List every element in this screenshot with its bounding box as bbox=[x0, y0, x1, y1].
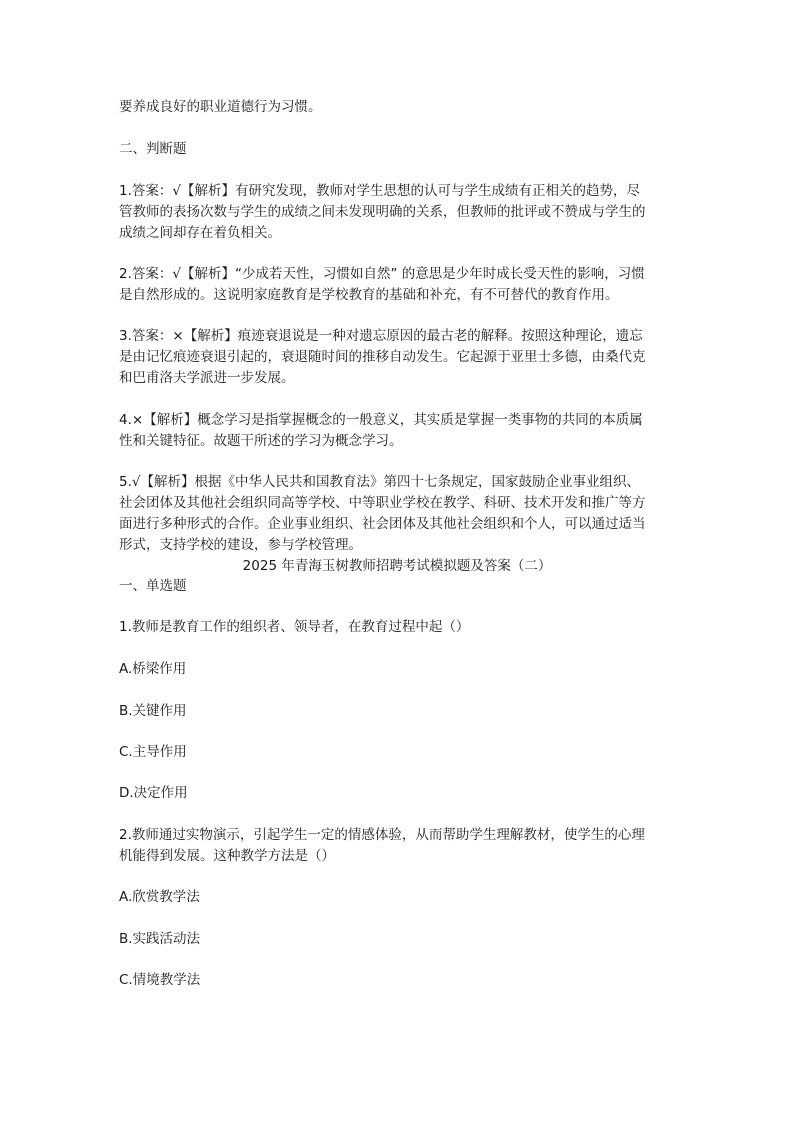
option-text: D.决定作用 bbox=[119, 785, 188, 801]
question-1-option-d bbox=[119, 783, 679, 804]
option-text: A.桥梁作用 bbox=[119, 661, 187, 677]
text-line: 形式，支持学校的建设，参与学校管理。 bbox=[119, 537, 362, 553]
intro-paragraph bbox=[119, 97, 679, 118]
question-2 bbox=[119, 825, 679, 867]
text-line: 性和关键特征。故题干所述的学习为概念学习。 bbox=[119, 433, 403, 449]
text-line: 要养成良好的职业道德行为习惯。 bbox=[119, 99, 322, 115]
option-text: B.关键作用 bbox=[119, 703, 187, 719]
question-text: 1.教师是教育工作的组织者、领导者，在教育过程中起（） bbox=[119, 619, 470, 635]
text-line: 1.答案：√【解析】有研究发现，教师对学生思想的认可与学生成绩有正相关的趋势，尽 bbox=[119, 183, 640, 199]
section-heading-single-choice bbox=[119, 576, 679, 597]
text-line: 5.√【解析】根据《中华人民共和国教育法》第四十七条规定，国家鼓励企业事业组织、 bbox=[119, 474, 640, 490]
exam-title: 2025 年青海玉树教师招聘考试模拟题及答案（二） bbox=[242, 558, 552, 574]
judgment-answer-3 bbox=[119, 326, 679, 389]
option-text: C.主导作用 bbox=[119, 744, 187, 760]
judgment-answer-2 bbox=[119, 264, 679, 306]
option-text: B.实践活动法 bbox=[119, 931, 201, 947]
judgment-answer-4 bbox=[119, 410, 679, 452]
question-2-option-c bbox=[119, 970, 679, 991]
text-line: 成绩之间却存在着负相关。 bbox=[119, 225, 281, 241]
text-line: 是由记忆痕迹衰退引起的，衰退随时间的推移自动发生。它起源于亚里士多德，由桑代克 bbox=[119, 349, 646, 365]
text-line: 管教师的表扬次数与学生的成绩之间未发现明确的关系，但教师的批评或不赞成与学生的 bbox=[119, 204, 646, 220]
text-line: 是自然形成的。这说明家庭教育是学校教育的基础和补充，有不可替代的教育作用。 bbox=[119, 287, 619, 303]
question-1-option-a bbox=[119, 659, 679, 680]
question-text: 机能得到发展。这种教学方法是（） bbox=[119, 848, 335, 864]
text-line: 2.答案：√【解析】“少成若天性，习惯如自然” 的意思是少年时成长受天性的影响，习惯 bbox=[119, 266, 645, 282]
text-line: 3.答案：×【解析】痕迹衰退说是一种对遗忘原因的最古老的解释。按照这种理论，遗忘 bbox=[119, 328, 643, 344]
section-heading: 一、单选题 bbox=[119, 578, 187, 594]
question-1-option-c bbox=[119, 742, 679, 763]
question-text: 2.教师通过实物演示，引起学生一定的情感体验，从而帮助学生理解教材，使学生的心理 bbox=[119, 827, 645, 843]
text-line: 面进行多种形式的合作。企业事业组织、社会团体及其他社会组织和个人，可以通过适当 bbox=[119, 516, 646, 532]
question-2-option-b bbox=[119, 929, 679, 950]
text-line: 社会团体及其他社会组织同高等学校、中等职业学校在教学、科研、技术开发和推广等方 bbox=[119, 495, 646, 511]
judgment-answer-1 bbox=[119, 181, 679, 244]
question-1-option-b bbox=[119, 701, 679, 722]
text-line: 和巴甫洛夫学派进一步发展。 bbox=[119, 370, 295, 386]
question-2-option-a bbox=[119, 887, 679, 908]
option-text: A.欣赏教学法 bbox=[119, 889, 200, 905]
option-text: C.情境教学法 bbox=[119, 972, 201, 988]
judgment-answer-5 bbox=[119, 472, 679, 556]
question-1 bbox=[119, 617, 679, 638]
section-heading-judgment bbox=[119, 139, 679, 160]
section-heading: 二、判断题 bbox=[119, 141, 187, 157]
text-line: 4.×【解析】概念学习是指掌握概念的一般意义，其实质是掌握一类事物的共同的本质属 bbox=[119, 412, 643, 428]
